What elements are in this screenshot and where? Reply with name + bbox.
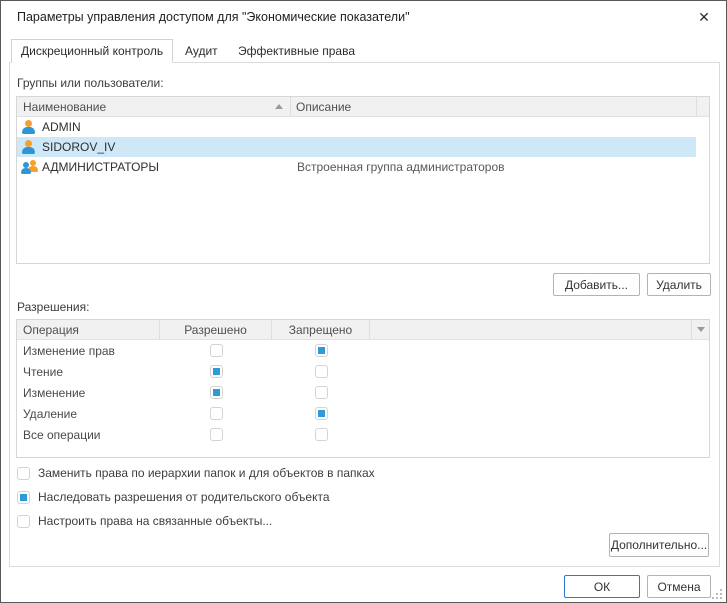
remove-button[interactable]: Удалить — [647, 273, 711, 296]
group-name-cell — [17, 159, 291, 175]
groups-users-table — [16, 96, 710, 264]
permissions-table-body — [17, 340, 709, 445]
tab-audit[interactable]: Аудит — [185, 44, 218, 58]
cancel-button[interactable]: Отмена — [647, 575, 711, 598]
column-header-denied[interactable] — [272, 320, 370, 339]
allow-checkbox[interactable] — [210, 428, 223, 441]
option-checkbox[interactable] — [17, 467, 30, 480]
allowed-cell — [160, 365, 272, 378]
operation-label: Чтение — [23, 364, 64, 379]
table-row[interactable] — [17, 361, 709, 382]
allowed-cell — [160, 386, 272, 399]
groups-table-body — [17, 117, 709, 177]
column-header-description-label: Описание — [296, 99, 352, 114]
allow-checkbox[interactable] — [210, 344, 223, 357]
table-row[interactable] — [17, 137, 696, 157]
close-icon[interactable]: ✕ — [698, 8, 710, 25]
resize-grip[interactable] — [711, 588, 723, 600]
operation-label: Изменение — [23, 385, 86, 400]
user-icon — [21, 139, 38, 155]
column-header-allowed[interactable] — [160, 320, 272, 339]
option-row — [17, 489, 330, 505]
tab-discretionary-control[interactable]: Дискреционный контроль — [11, 39, 173, 63]
column-header-name[interactable] — [17, 97, 291, 116]
table-row[interactable] — [17, 340, 709, 361]
tab-effective-rights[interactable]: Эффективные права — [238, 44, 356, 58]
groups-section-label: Группы или пользователи: — [17, 76, 164, 90]
filter-dropdown-icon[interactable] — [692, 320, 709, 339]
table-row[interactable] — [17, 382, 709, 403]
option-label: Наследовать разрешения от родительского объекта — [38, 490, 330, 504]
deny-checkbox[interactable] — [315, 386, 328, 399]
allow-checkbox[interactable] — [210, 407, 223, 420]
column-header-description[interactable] — [291, 97, 697, 116]
column-chooser-cell[interactable] — [697, 97, 709, 116]
column-header-name-label: Наименование — [23, 99, 107, 114]
denied-cell — [272, 428, 370, 441]
ok-button[interactable]: ОК — [564, 575, 640, 598]
table-row[interactable] — [17, 117, 696, 137]
dialog-title: Параметры управления доступом для "Экономические показатели" — [17, 10, 410, 24]
column-header-filler — [370, 320, 692, 339]
sort-ascending-icon[interactable] — [275, 104, 283, 109]
group-name-label: ADMIN — [42, 120, 81, 134]
operation-label: Удаление — [23, 406, 78, 421]
group-icon — [21, 159, 38, 175]
table-row[interactable] — [17, 403, 709, 424]
operation-label: Изменение прав — [23, 343, 115, 358]
denied-cell — [272, 407, 370, 420]
allowed-cell — [160, 344, 272, 357]
tab-page-discretionary — [9, 62, 720, 567]
permissions-table-header — [17, 320, 709, 340]
chevron-down-icon — [697, 327, 705, 332]
deny-checkbox[interactable] — [315, 344, 328, 357]
deny-checkbox[interactable] — [315, 428, 328, 441]
user-icon — [21, 119, 38, 135]
permissions-table — [16, 319, 710, 458]
denied-cell — [272, 386, 370, 399]
denied-cell — [272, 365, 370, 378]
column-header-operation[interactable] — [17, 320, 160, 339]
column-header-allowed-label: Разрешено — [184, 322, 247, 337]
groups-table-header — [17, 97, 709, 117]
group-name-label: АДМИНИСТРАТОРЫ — [42, 160, 160, 174]
option-row — [17, 465, 375, 481]
group-description-cell: Встроенная группа администраторов — [297, 160, 505, 174]
option-checkbox[interactable] — [17, 491, 30, 504]
table-row[interactable] — [17, 424, 709, 445]
option-label: Настроить права на связанные объекты... — [38, 514, 273, 528]
allowed-cell — [160, 428, 272, 441]
group-name-label: SIDOROV_IV — [42, 140, 116, 154]
operation-label: Все операции — [23, 427, 101, 442]
allow-checkbox[interactable] — [210, 386, 223, 399]
option-label: Заменить права по иерархии папок и для объектов в папках — [38, 466, 375, 480]
option-checkbox[interactable] — [17, 515, 30, 528]
column-header-denied-label: Запрещено — [288, 322, 353, 337]
table-row[interactable] — [17, 157, 696, 177]
option-row — [17, 513, 272, 529]
permissions-section-label: Разрешения: — [17, 300, 90, 314]
allowed-cell — [160, 407, 272, 420]
group-name-cell — [17, 139, 291, 155]
group-name-cell — [17, 119, 291, 135]
denied-cell — [272, 344, 370, 357]
deny-checkbox[interactable] — [315, 365, 328, 378]
advanced-button[interactable]: Дополнительно... — [609, 533, 709, 557]
column-header-operation-label: Операция — [23, 322, 79, 337]
deny-checkbox[interactable] — [315, 407, 328, 420]
add-button[interactable]: Добавить... — [553, 273, 640, 296]
allow-checkbox[interactable] — [210, 365, 223, 378]
